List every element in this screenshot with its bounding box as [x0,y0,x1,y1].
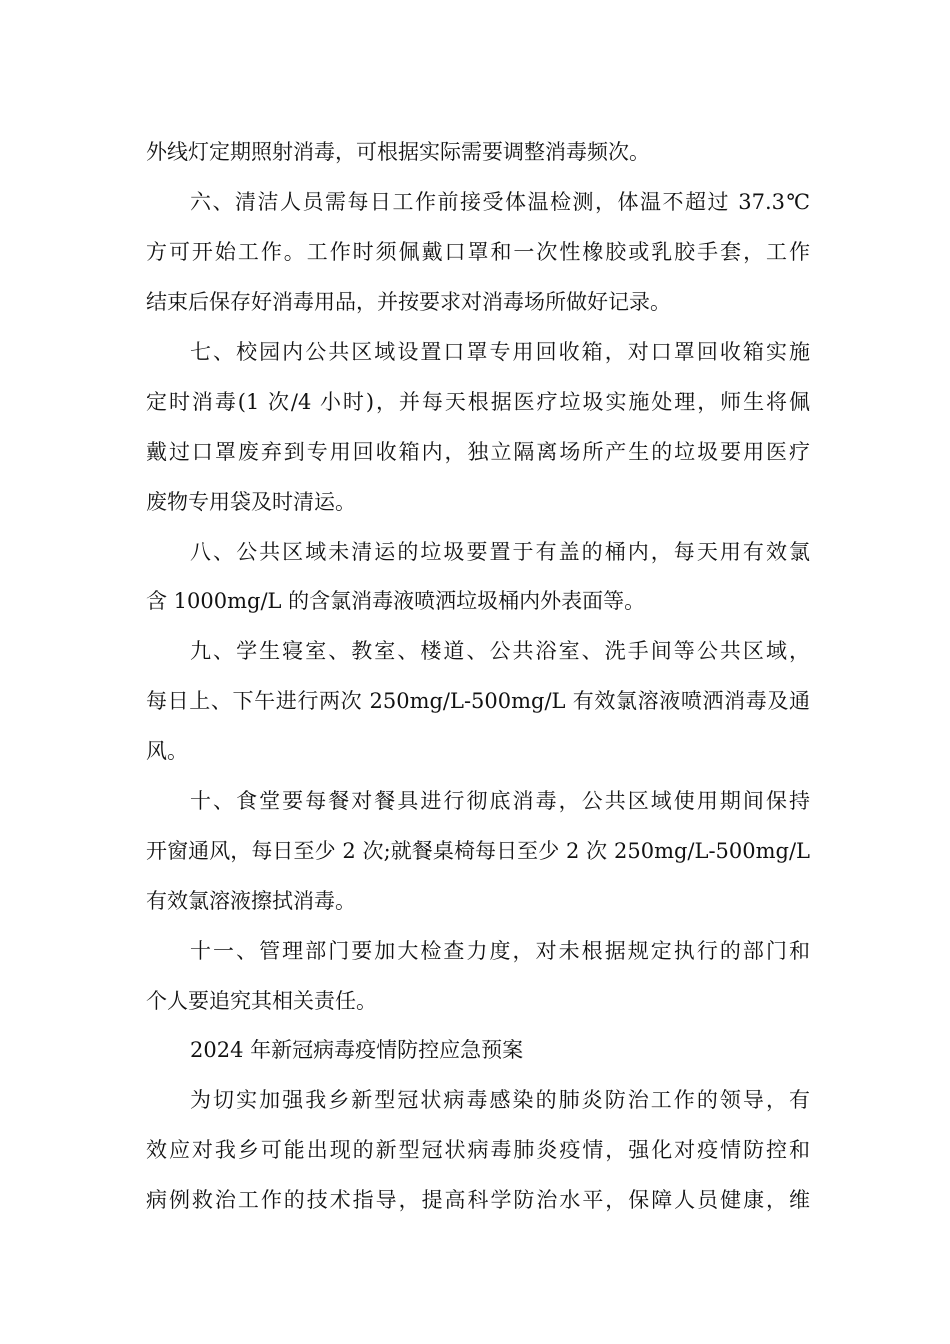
text-line: 戴过口罩废弃到专用回收箱内，独立隔离场所产生的垃圾要用医疗 [146,440,810,464]
text-line: 外线灯定期照射消毒，可根据实际需要调整消毒频次。 [146,140,650,164]
text-line: 十一、管理部门要加大检查力度，对未根据规定执行的部门和 [190,939,810,963]
text-line: 有效氯溶液擦拭消毒。 [146,889,356,913]
text-line: 废物专用袋及时清运。 [146,490,356,514]
text-line: 方可开始工作。工作时须佩戴口罩和一次性橡胶或乳胶手套，工作 [146,240,810,264]
text-line: 八、公共区域未清运的垃圾要置于有盖的桶内，每天用有效氯 [190,540,810,564]
section-title: 2024 年新冠病毒疫情防控应急预案 [190,1038,524,1062]
text-line: 开窗通风，每日至少 2 次;就餐桌椅每日至少 2 次 250mg/L-500mg/L [146,839,810,863]
text-line: 九、学生寝室、教室、楼道、公共浴室、洗手间等公共区域， [190,639,810,663]
text-line: 定时消毒(1 次/4 小时)，并每天根据医疗垃圾实施处理，师生将佩 [146,390,810,414]
text-line: 为切实加强我乡新型冠状病毒感染的肺炎防治工作的领导，有 [190,1088,810,1112]
text-line: 个人要追究其相关责任。 [146,989,377,1013]
text-line: 六、清洁人员需每日工作前接受体温检测，体温不超过 37.3℃ [190,190,810,214]
text-line: 七、校园内公共区域设置口罩专用回收箱，对口罩回收箱实施 [190,340,810,364]
text-line: 风。 [146,739,188,763]
text-line: 十、食堂要每餐对餐具进行彻底消毒，公共区域使用期间保持 [190,789,810,813]
text-line: 效应对我乡可能出现的新型冠状病毒肺炎疫情，强化对疫情防控和 [146,1138,810,1162]
text-line: 结束后保存好消毒用品，并按要求对消毒场所做好记录。 [146,290,671,314]
text-line: 含 1000mg/L 的含氯消毒液喷洒垃圾桶内外表面等。 [146,589,646,613]
text-line: 病例救治工作的技术指导，提高科学防治水平，保障人员健康，维 [146,1188,810,1212]
text-line: 每日上、下午进行两次 250mg/L-500mg/L 有效氯溶液喷洒消毒及通 [146,689,810,713]
